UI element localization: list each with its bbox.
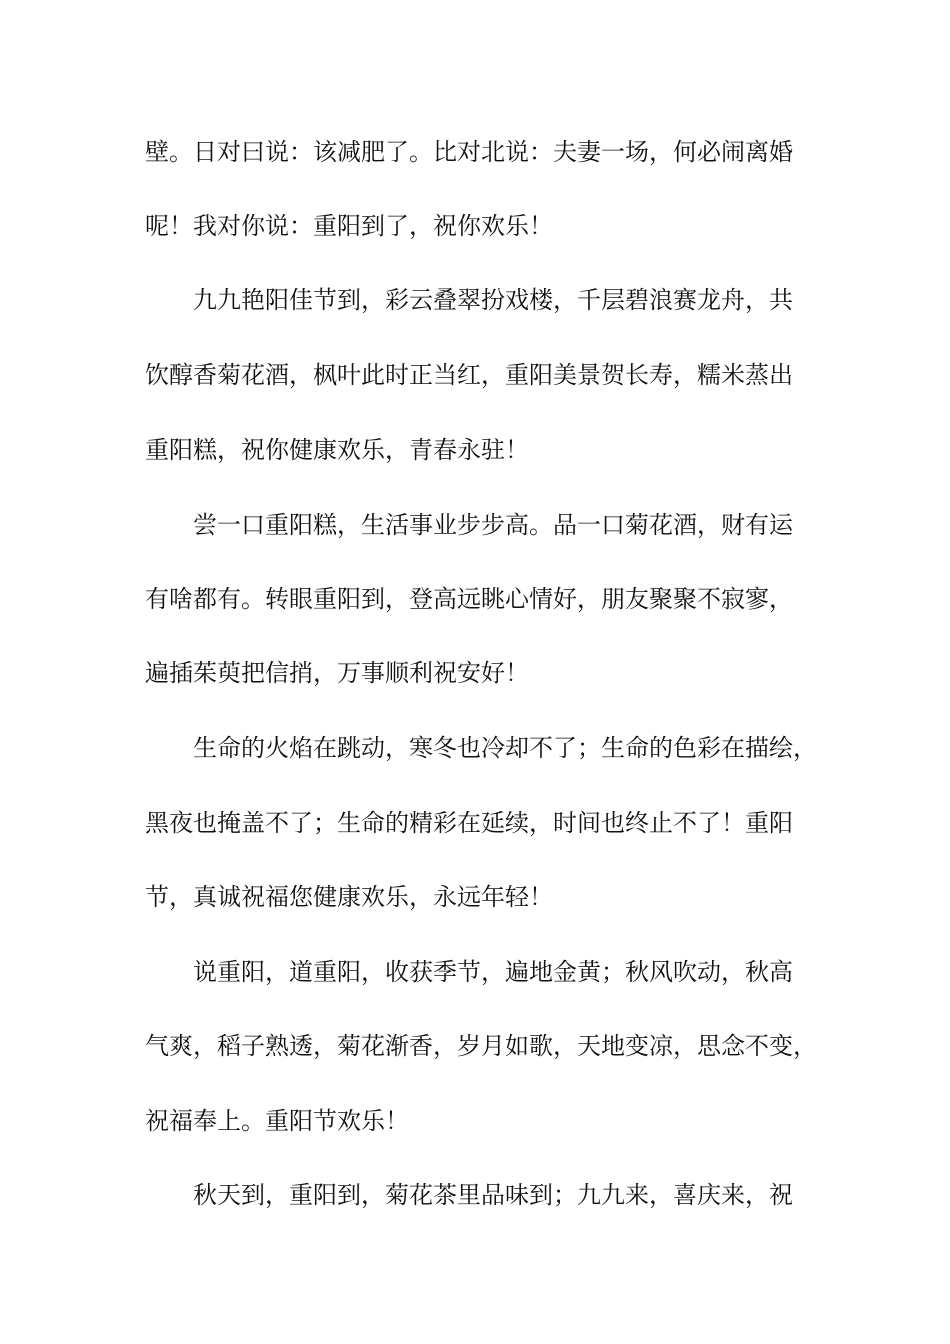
text-line: 气爽，稻子熟透，菊花渐香，岁月如歌，天地变凉，思念不变， — [145, 1032, 817, 1060]
text-line: 壁。日对曰说：该减肥了。比对北说：夫妻一场，何必闹离婚 — [145, 138, 793, 166]
text-line: 节，真诚祝福您健康欢乐，永远年轻！ — [145, 883, 553, 911]
text-line: 黑夜也掩盖不了；生命的精彩在延续，时间也终止不了！重阳 — [145, 809, 793, 837]
text-line: 饮醇香菊花酒，枫叶此时正当红，重阳美景贺长寿，糯米蒸出 — [145, 361, 793, 389]
text-line: 呢！我对你说：重阳到了，祝你欢乐！ — [145, 212, 553, 240]
paragraph-first-line: 尝一口重阳糕，生活事业步步高。品一口菊花酒，财有运 — [193, 511, 793, 539]
text-line: 祝福奉上。重阳节欢乐！ — [145, 1107, 409, 1135]
text-line: 有啥都有。转眼重阳到，登高远眺心情好，朋友聚聚不寂寥， — [145, 585, 793, 613]
paragraph-first-line: 生命的火焰在跳动，寒冬也冷却不了；生命的色彩在描绘， — [193, 734, 817, 762]
paragraph-first-line: 九九艳阳佳节到，彩云叠翠扮戏楼，千层碧浪赛龙舟，共 — [193, 286, 793, 314]
text-line: 重阳糕，祝你健康欢乐，青春永驻！ — [145, 436, 529, 464]
paragraph-first-line: 说重阳，道重阳，收获季节，遍地金黄；秋风吹动，秋高 — [193, 958, 793, 986]
paragraph-first-line: 秋天到，重阳到，菊花茶里品味到；九九来，喜庆来，祝 — [193, 1181, 793, 1209]
text-line: 遍插茱萸把信捎，万事顺利祝安好！ — [145, 659, 529, 687]
